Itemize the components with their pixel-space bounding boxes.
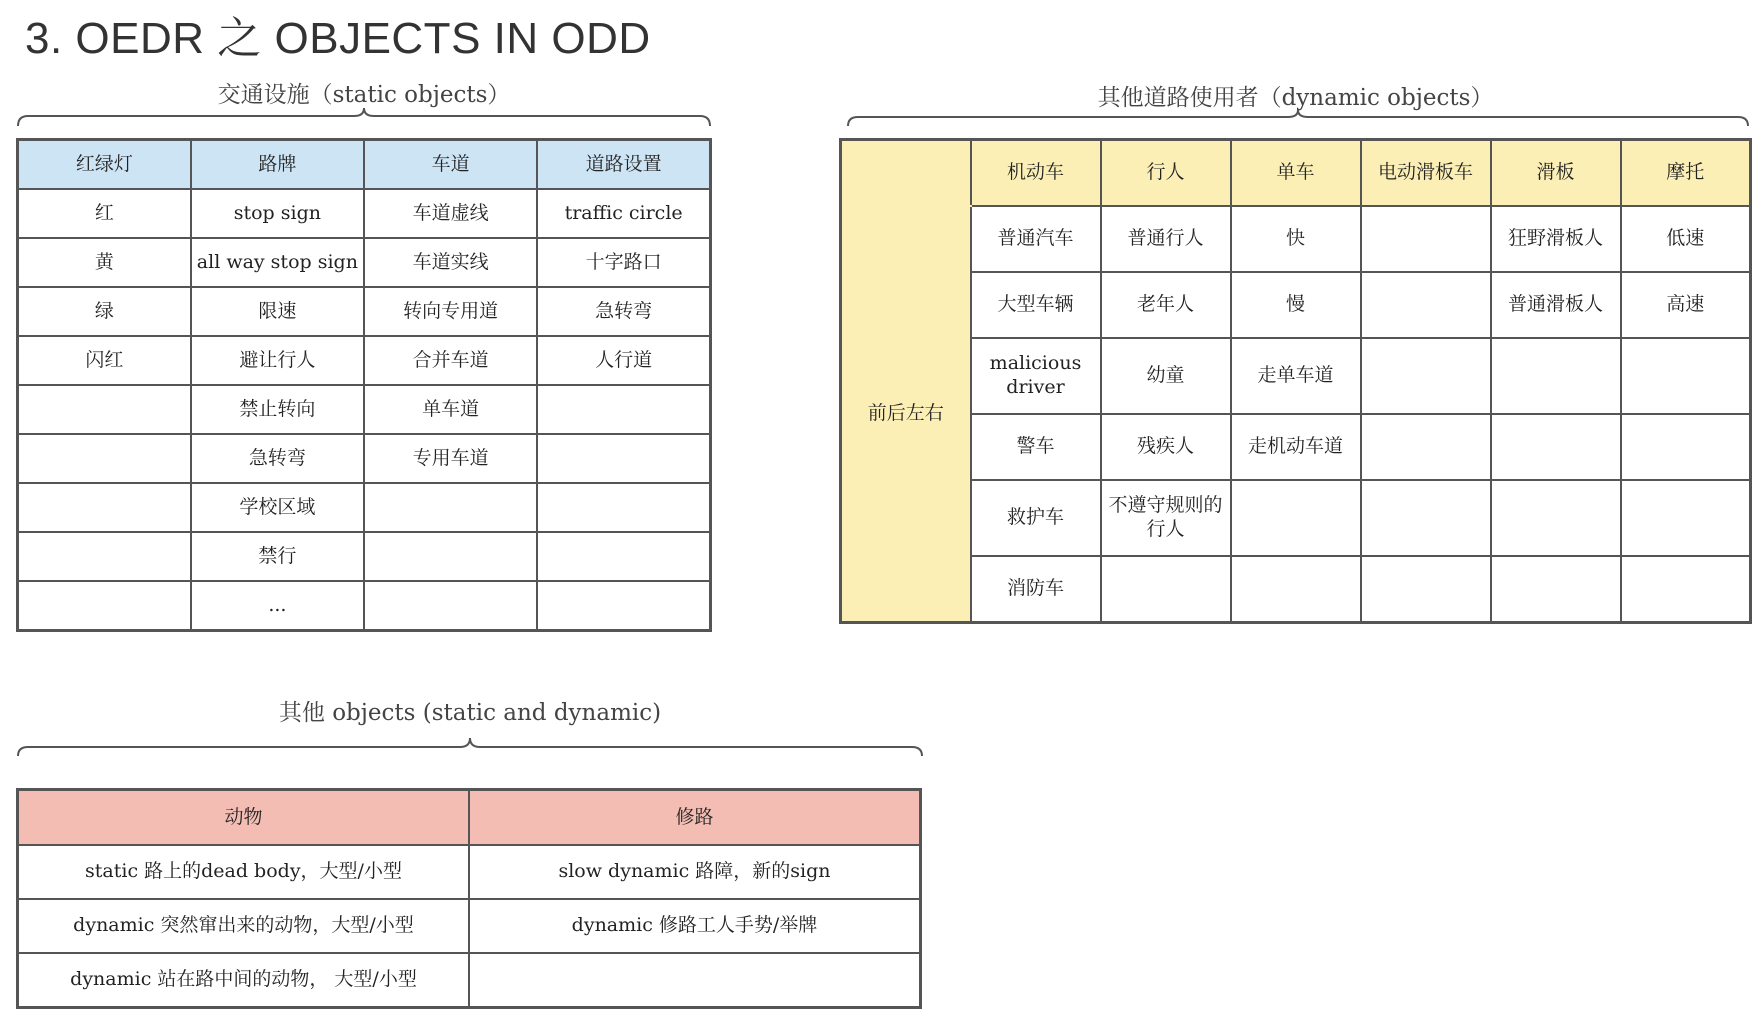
other-header-cell: 动物 — [18, 790, 470, 846]
dynamic-cell — [1361, 206, 1491, 272]
dynamic-cell — [1361, 414, 1491, 480]
other-header-row — [18, 790, 921, 846]
dynamic-header-cell: 滑板 — [1491, 140, 1621, 207]
static-row — [18, 287, 711, 336]
static-cell: ... — [191, 581, 364, 631]
dynamic-cell: 不遵守规则的行人 — [1101, 480, 1231, 556]
static-cell: 黄 — [18, 238, 191, 287]
static-cell: 学校区域 — [191, 483, 364, 532]
static-cell: 避让行人 — [191, 336, 364, 385]
dynamic-cell — [1491, 556, 1621, 623]
static-cell — [18, 434, 191, 483]
dynamic-cell: 走机动车道 — [1231, 414, 1361, 480]
static-cell: 车道实线 — [364, 238, 537, 287]
static-cell: 单车道 — [364, 385, 537, 434]
dynamic-cell — [1361, 556, 1491, 623]
other-cell: slow dynamic 路障，新的sign — [469, 845, 921, 899]
static-cell — [537, 434, 710, 483]
static-cell: 合并车道 — [364, 336, 537, 385]
static-row — [18, 238, 711, 287]
dynamic-cell — [1231, 480, 1361, 556]
dynamic-cell: 老年人 — [1101, 272, 1231, 338]
other-cell: dynamic 突然窜出来的动物，大型/小型 — [18, 899, 470, 953]
other-cell — [469, 953, 921, 1008]
static-row — [18, 189, 711, 238]
dynamic-row — [841, 338, 1751, 414]
static-cell: 转向专用道 — [364, 287, 537, 336]
dynamic-cell: 快 — [1231, 206, 1361, 272]
other-header-cell: 修路 — [469, 790, 921, 846]
other-cell: static 路上的dead body，大型/小型 — [18, 845, 470, 899]
dynamic-cell — [1621, 338, 1751, 414]
static-header-cell: 道路设置 — [537, 140, 710, 190]
static-cell: 绿 — [18, 287, 191, 336]
static-cell — [18, 581, 191, 631]
other-row — [18, 953, 921, 1008]
dynamic-cell — [1491, 338, 1621, 414]
static-cell: 禁止转向 — [191, 385, 364, 434]
other-row — [18, 845, 921, 899]
other-objects-table — [16, 788, 922, 1009]
dynamic-row — [841, 272, 1751, 338]
dynamic-cell: 走单车道 — [1231, 338, 1361, 414]
dynamic-cell: 狂野滑板人 — [1491, 206, 1621, 272]
dynamic-objects-table — [839, 138, 1752, 624]
dynamic-objects-brace — [846, 110, 1750, 128]
static-cell: 人行道 — [537, 336, 710, 385]
static-cell: 十字路口 — [537, 238, 710, 287]
static-objects-table — [16, 138, 712, 632]
dynamic-cell: 消防车 — [971, 556, 1101, 623]
static-objects-brace — [16, 108, 712, 128]
other-body — [18, 845, 921, 1008]
dynamic-cell: 低速 — [1621, 206, 1751, 272]
dynamic-cell — [1361, 480, 1491, 556]
static-cell: 闪红 — [18, 336, 191, 385]
other-cell: dynamic 站在路中间的动物， 大型/小型 — [18, 953, 470, 1008]
static-cell — [537, 385, 710, 434]
static-cell: 红 — [18, 189, 191, 238]
dynamic-header-cell: 摩托 — [1621, 140, 1751, 207]
static-cell: 禁行 — [191, 532, 364, 581]
dynamic-cell: 警车 — [971, 414, 1101, 480]
dynamic-cell: malicious driver — [971, 338, 1101, 414]
dynamic-header-cell: 行人 — [1101, 140, 1231, 207]
dynamic-cell — [1491, 414, 1621, 480]
static-cell: stop sign — [191, 189, 364, 238]
other-objects-label: 其他 objects (static and dynamic) — [278, 700, 662, 726]
page-title: 3. OEDR 之 OBJECTS IN ODD — [25, 14, 651, 63]
static-cell — [537, 532, 710, 581]
static-cell — [364, 483, 537, 532]
static-cell — [364, 581, 537, 631]
dynamic-header-cell: 单车 — [1231, 140, 1361, 207]
static-cell — [364, 532, 537, 581]
static-row — [18, 385, 711, 434]
static-cell: all way stop sign — [191, 238, 364, 287]
static-cell — [18, 385, 191, 434]
other-row — [18, 899, 921, 953]
dynamic-cell — [1491, 480, 1621, 556]
static-header-cell: 路牌 — [191, 140, 364, 190]
dynamic-row — [841, 556, 1751, 623]
static-cell: 车道虚线 — [364, 189, 537, 238]
dynamic-cell: 幼童 — [1101, 338, 1231, 414]
static-body — [18, 189, 711, 631]
dynamic-cell — [1621, 414, 1751, 480]
static-cell: 专用车道 — [364, 434, 537, 483]
static-cell: traffic circle — [537, 189, 710, 238]
static-row — [18, 532, 711, 581]
dynamic-cell — [1231, 556, 1361, 623]
static-header-cell: 车道 — [364, 140, 537, 190]
static-objects-label: 交通设施（static objects） — [217, 82, 511, 108]
static-header-row — [18, 140, 711, 190]
dynamic-cell: 慢 — [1231, 272, 1361, 338]
dynamic-cell: 普通滑板人 — [1491, 272, 1621, 338]
dynamic-row — [841, 414, 1751, 480]
static-cell — [18, 483, 191, 532]
dynamic-cell — [1621, 556, 1751, 623]
dynamic-cell: 救护车 — [971, 480, 1101, 556]
static-cell: 急转弯 — [537, 287, 710, 336]
dynamic-header-cell: 机动车 — [971, 140, 1101, 207]
dynamic-side-label: 前后左右 — [841, 206, 971, 623]
static-row — [18, 434, 711, 483]
dynamic-cell: 大型车辆 — [971, 272, 1101, 338]
dynamic-cell: 高速 — [1621, 272, 1751, 338]
static-cell: 急转弯 — [191, 434, 364, 483]
dynamic-cell — [1361, 338, 1491, 414]
dynamic-corner-cell — [841, 140, 971, 207]
dynamic-cell — [1621, 480, 1751, 556]
dynamic-row — [841, 206, 1751, 272]
static-header-cell: 红绿灯 — [18, 140, 191, 190]
dynamic-header-row — [841, 140, 1751, 207]
dynamic-cell — [1361, 272, 1491, 338]
static-row — [18, 336, 711, 385]
dynamic-cell: 普通汽车 — [971, 206, 1101, 272]
static-cell — [18, 532, 191, 581]
dynamic-row — [841, 480, 1751, 556]
dynamic-cell: 残疾人 — [1101, 414, 1231, 480]
static-row — [18, 483, 711, 532]
static-cell — [537, 483, 710, 532]
dynamic-objects-label: 其他道路使用者（dynamic objects） — [1097, 85, 1494, 111]
static-cell: 限速 — [191, 287, 364, 336]
dynamic-body — [841, 206, 1751, 623]
dynamic-cell: 普通行人 — [1101, 206, 1231, 272]
static-row — [18, 581, 711, 631]
other-cell: dynamic 修路工人手势/举牌 — [469, 899, 921, 953]
other-objects-brace — [16, 738, 924, 758]
static-cell — [537, 581, 710, 631]
dynamic-header-cell: 电动滑板车 — [1361, 140, 1491, 207]
dynamic-cell — [1101, 556, 1231, 623]
